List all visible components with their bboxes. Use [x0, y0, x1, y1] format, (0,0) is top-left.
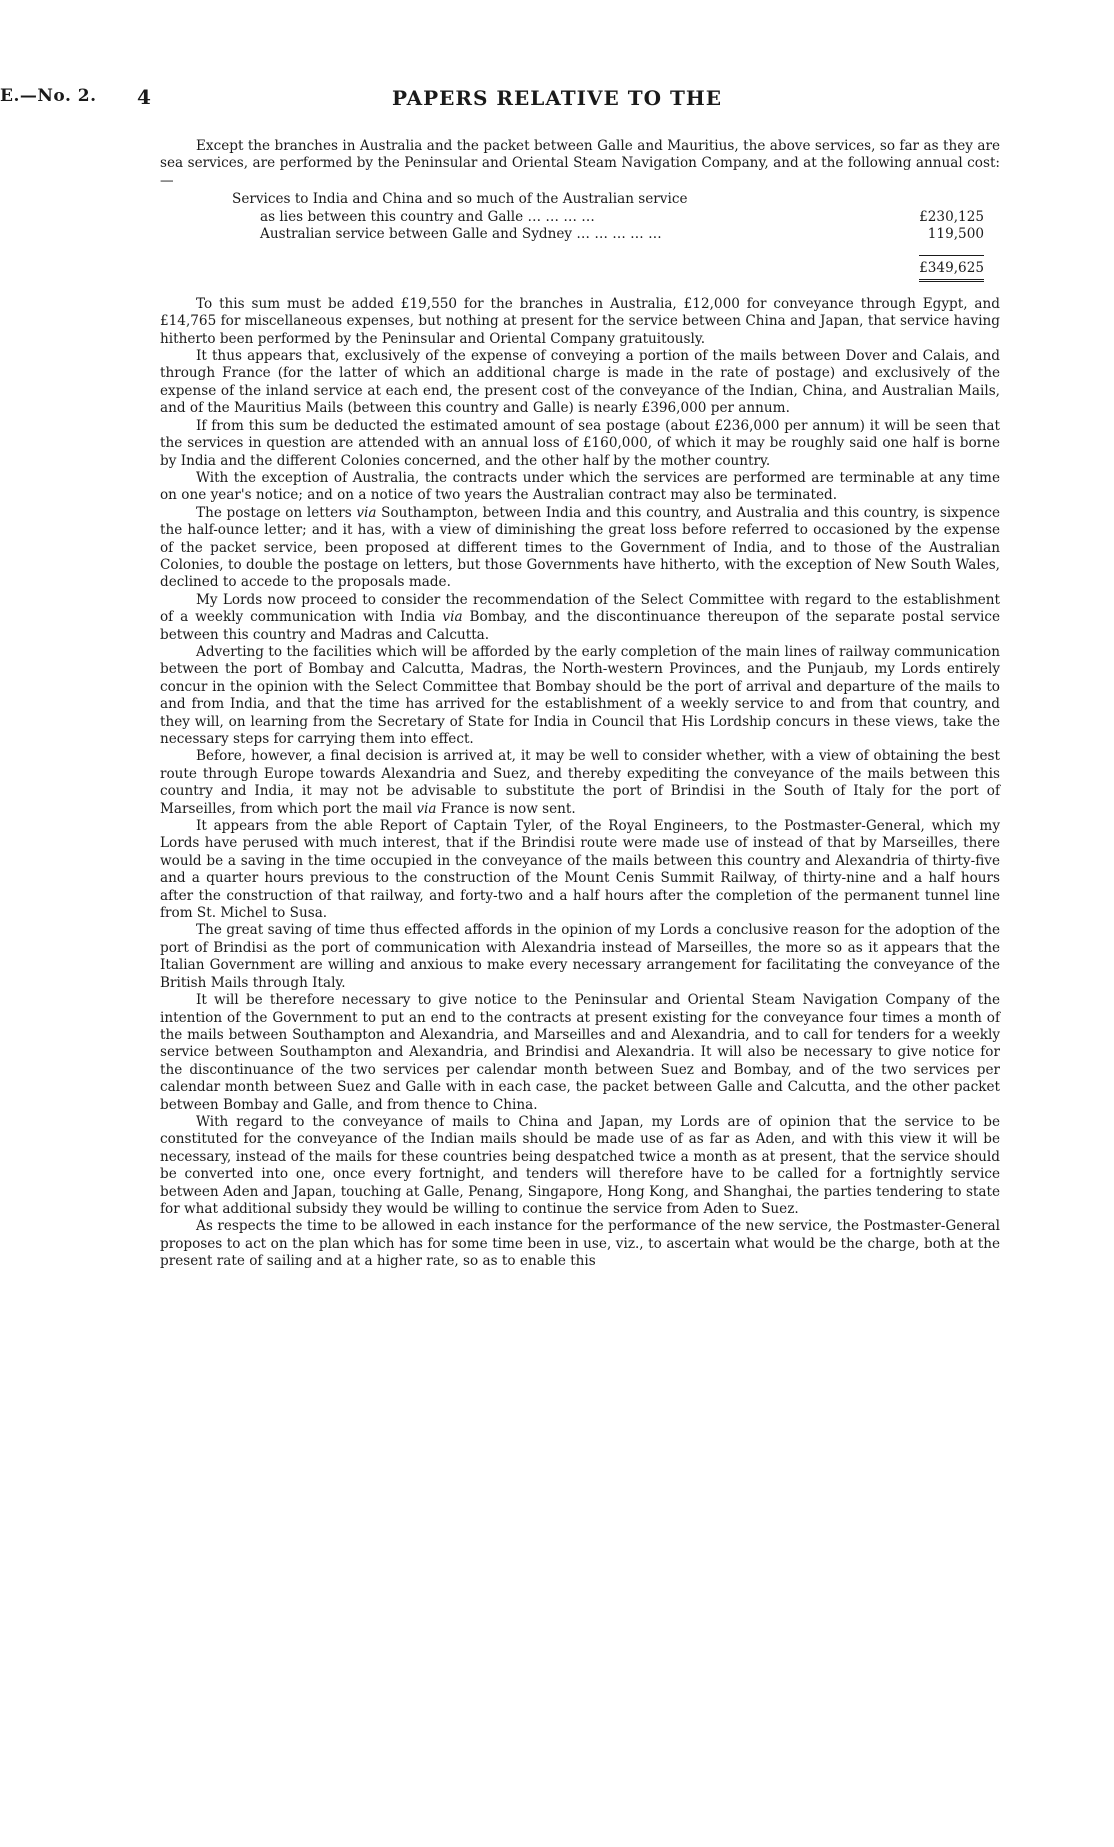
cost-label-line: Services to India and China and so much of the Australian service [232, 191, 688, 208]
paragraph: Adverting to the facilities which will be afforded by the early completion of the main lines of railway communication between the port of Bombay and Calcutta, Madras, the North-western Provinces, and the Punjaub, my Lords entirely concur in the opinion with the Select Committee that Bombay should be the port of arrival and departure of the mails to and from India, and that the time has arrived for the establishment of a weekly service to and from that country, and they will, on learning from the Secretary of State for India in Council that His Lordship concurs in these views, take the necessary steps for carrying them into effect. [160, 643, 1000, 747]
paragraph [160, 748, 1000, 818]
text-span: Before, however, a final decision is arrived at, it may be well to consider whether, with a view of obtaining the best route through Europe towards Alexandria and Suez, and thereby expediting the conveyance of the mails between this country and India, it may not be advisable to substitute the port of Brindisi in the South of Italy for the port of Marseilles, from which port the mail [160, 748, 1000, 817]
cost-total [884, 243, 1000, 295]
paragraph: With the exception of Australia, the contracts under which the services are performed are terminable at any time on one year's notice; and on a notice of two years the Australian contract may also be terminated. [160, 469, 1000, 504]
italic-via: via [356, 504, 377, 521]
cost-label [160, 226, 884, 243]
cost-row [160, 226, 1000, 243]
text-span: France is now sent. [436, 800, 576, 817]
italic-via: via [416, 800, 437, 817]
paragraph: It will be therefore necessary to give notice to the Peninsular and Oriental Steam Navigation Company of the intention of the Government to put an end to the contracts at present existing for the conveyance four times a month of the mails between Southampton and Alexandria, and Marseilles and and Alexandria, and to call for tenders for a weekly service between Southampton and Alexandria, and Brindisi and Alexandria. It will also be necessary to give notice for the discontinuance of the two services per calendar month between Suez and Bombay, and of the two services per calendar month between Suez and Galle with in each case, the packet between Galle and Calcutta, and the other packet between Bombay and Galle, and from thence to China. [160, 992, 1000, 1113]
cost-amount [884, 191, 1000, 226]
paragraph: It appears from the able Report of Captain Tyler, of the Royal Engineers, to the Postmaster-General, which my Lords have perused with much interest, that if the Brindisi route were made use of instead of that by Marseilles, there would be a saving in the time occupied in the conveyance of the mails between this country and Alexandria of thirty-five and a quarter hours previous to the construction of the Mount Cenis Summit Railway, of thirty-nine and a half hours after the construction of that railway, and forty-two and a half hours after the completion of the permanent tunnel line from St. Michel to Susa. [160, 818, 1000, 922]
text-span: The postage on letters [196, 504, 357, 521]
cost-label [160, 191, 884, 226]
document-body [160, 138, 1000, 1271]
running-title: PAPERS RELATIVE TO THE [391, 86, 723, 110]
paragraph: If from this sum be deducted the estimated amount of sea postage (about £236,000 per annum) it will be seen that the services in question are attended with an annual loss of £160,000, of which it may be roughly said one half is borne by India and the different Colonies concerned, and the other half by the mother country. [160, 417, 1000, 469]
cost-label-line: as lies between this country and Galle … … … … [260, 208, 595, 225]
italic-via: via [442, 609, 463, 626]
document-reference: E.—No. 2. [0, 86, 97, 106]
text-span: Southampton, between India and this country, and Australia and this country, is sixpence the half-ounce letter; and it has, with a view of diminishing the great loss before referred to occasioned by the expense of the packet service, been proposed at different times to the Government of India, and to those of the Australian Colonies, to double the postage on letters, but those Governments have hitherto, with the exception of New South Wales, declined to accede to the proposals made. [160, 504, 1000, 591]
paragraph: It thus appears that, exclusively of the expense of conveying a portion of the mails between Dover and Calais, and through France (for the latter of which an additional charge is made in the rate of postage) and exclusively of the expense of the inland service at each end, the present cost of the conveyance of the Indian, China, and Australian Mails, and of the Mauritius Mails (between this country and Galle) is nearly £396,000 per annum. [160, 348, 1000, 417]
paragraph [160, 505, 1000, 592]
text-span: My Lords now proceed to consider the recommendation of the Select Committee with regard to the establishment of a weekly communication with India [160, 591, 1000, 626]
cost-label-line: Australian service between Galle and Sydney … … … … … [260, 226, 662, 243]
text-span: Bombay, and the discontinuance thereupon of the separate postal service between this country and Madras and Calcutta. [160, 609, 1000, 643]
cost-amount [884, 226, 1000, 243]
cost-amount-value: 119,500 [927, 226, 984, 243]
page-number: 4 [137, 85, 151, 109]
cost-row [160, 191, 1000, 226]
paragraph: With regard to the conveyance of mails to China and Japan, my Lords are of opinion that the service to be constituted for the conveyance of the Indian mails should be made use of as far as Aden, and with this view it will be necessary, instead of the mails for these countries being despatched twice a month as at present, that the service should be converted into one, once every fortnight, and tenders will therefore have to be called for a fortnightly service between Aden and Japan, touching at Galle, Penang, Singapore, Hong Kong, and Shanghai, the parties tendering to state for what additional subsidy they would be willing to continue the service from Aden to Suez. [160, 1113, 1000, 1217]
page-header [0, 86, 1114, 112]
cost-total-row [160, 243, 1000, 295]
paragraph: To this sum must be added £19,550 for the branches in Australia, £12,000 for conveyance through Egypt, and £14,765 for miscellaneous expenses, but nothing at present for the service between China and Japan, that service having hitherto been performed by the Peninsular and Oriental Company gratuitously. [160, 295, 1000, 347]
paragraph: The great saving of time thus effected affords in the opinion of my Lords a conclusive reason for the adoption of the port of Brindisi as the port of communication with Alexandria instead of Marseilles, the more so as it appears that the Italian Government are willing and anxious to make every necessary arrangement for facilitating the conveyance of the British Mails through Italy. [160, 922, 1000, 991]
cost-total-value: £349,625 [919, 255, 984, 281]
paragraph: As respects the time to be allowed in each instance for the performance of the new service, the Postmaster-General proposes to act on the plan which has for some time been in use, viz., to ascertain what would be the charge, both at the present rate of sailing and at a higher rate, so as to enable this [160, 1218, 1000, 1270]
paragraph [160, 592, 1000, 644]
cost-amount-value: £230,125 [919, 208, 984, 225]
paragraph: Except the branches in Australia and the packet between Galle and Mauritius, the above services, so far as they are sea services, are performed by the Peninsular and Oriental Steam Navigation Company, and at the following annual cost:— [160, 138, 1000, 189]
cost-table [160, 191, 1000, 296]
